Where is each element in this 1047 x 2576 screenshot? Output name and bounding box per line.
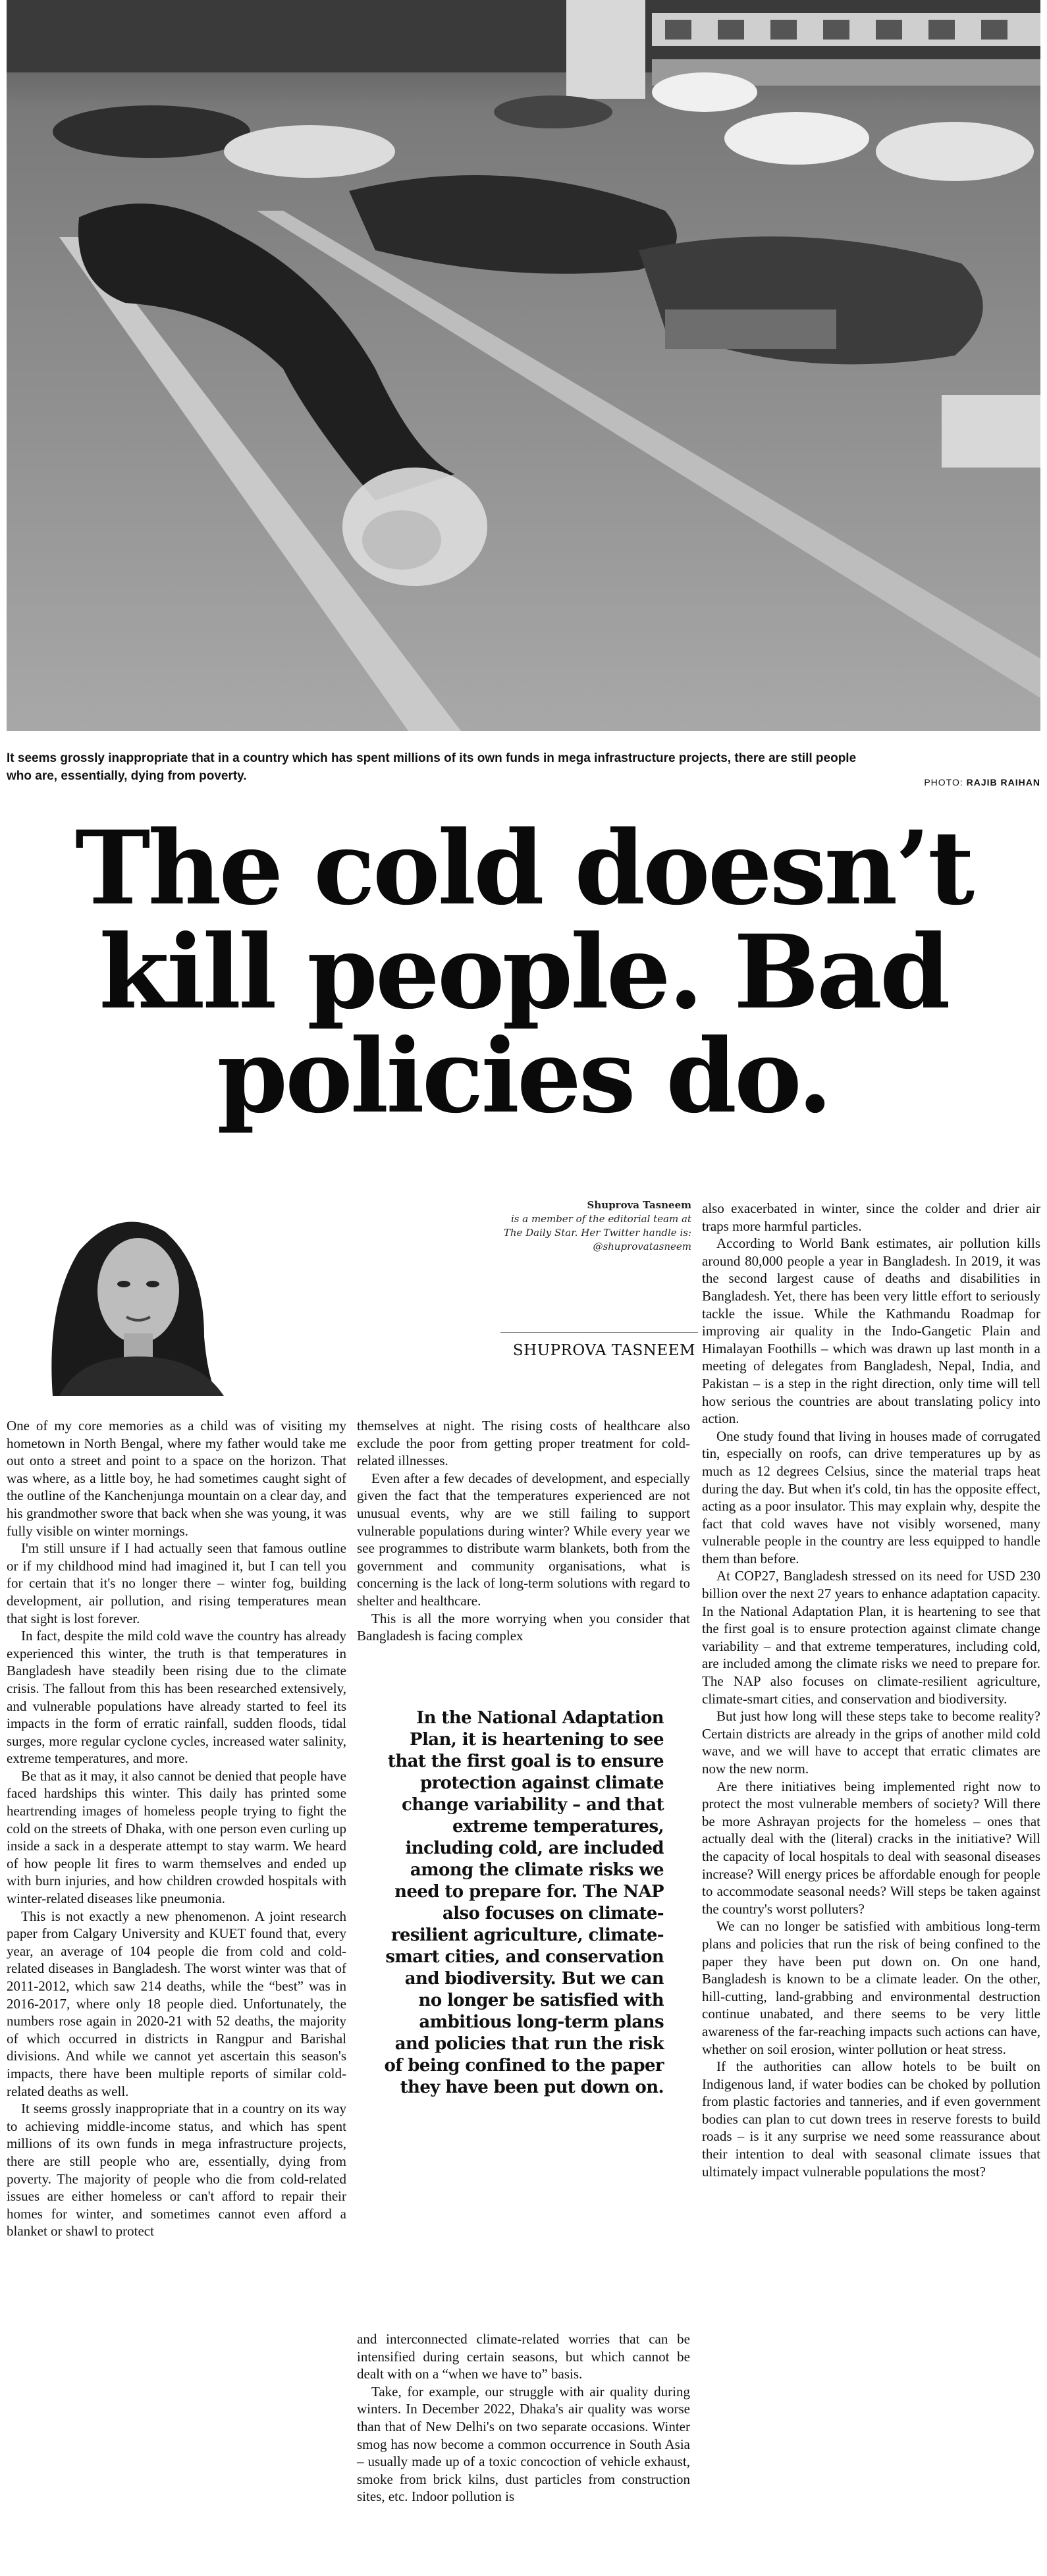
news-photo-homeless-sleeping: [7, 0, 1040, 731]
photo-illustration: [7, 0, 1040, 731]
body-paragraph: I'm still unsure if I had actually seen that famous outline or if my childhood mind had imagined it, but I can tell you for certain that it's no longer there – winter fog, building development, air pollution, and rising temperatures mean that sight is lost forever.: [7, 1540, 346, 1626]
body-paragraph: Even after a few decades of development, and especially given the fact that the temperatures experienced are not unusual events, why are we still failing to support vulnerable populations during winter? While every year we see programmes to distribute warm blankets, both from the government and community organisations, what is concerning is the lack of long-term solutions with regard to shelter and healthcare.: [357, 1470, 690, 1609]
body-paragraph: If the authorities can allow hotels to be built on Indigenous land, if water bodies can be choked by pollution from plastic factories and tanneries, and if even government bodies can plan to cut down trees in reserve forests to build roads – is it any surprise we need some reassurance about their intention to deal with seasonal climate issues that ultimately impact vulnerable populations the most?: [702, 2058, 1040, 2180]
body-paragraph: According to World Bank estimates, air pollution kills around 80,000 people a year in Bangladesh. In 2019, it was the second largest cause of deaths and disabilities in Bangladesh. Yet, there has been very little effort to seriously tackle the issue. While the Kathmandu Roadmap for improving air quality in the Indo-Gangetic Plain and Himalayan Foothills – which was drawn up last month in a meeting of delegates from Bangladesh, Nepal, India, and Pakistan – is a step in the right direction, only time will tell how serious the countries are about translating policy into action.: [702, 1235, 1040, 1427]
article-column-1: [7, 1417, 346, 2240]
article-headline: The cold doesn’t kill people. Bad policies do.: [74, 809, 973, 1136]
article-column-2-top: [357, 1417, 690, 1645]
body-paragraph: One of my core memories as a child was of visiting my hometown in North Bengal, where my father would take me out onto a street and point to a space on the horizon. That was where, as a little boy, he had sometimes caught sight of the outline of the Kanchenjunga mountain on a clear day, and his grandmother swore that back when she was young, it was fully visible on winter mornings.: [7, 1418, 346, 1539]
body-paragraph: But just how long will these steps take to become reality? Certain districts are already in the grips of another mild cold wave, and we will have to accept that erratic climates are now the new norm.: [702, 1708, 1040, 1777]
body-paragraph: also exacerbated in winter, since the colder and drier air traps more harmful particles.: [702, 1200, 1040, 1234]
body-paragraph: Be that as it may, it also cannot be denied that people have faced hardships this winter. This daily has printed some heartrending images of homeless people trying to fight the cold on the streets of Dhaka, with one person even curling up inside a sack in a desperate attempt to stay warm. We heard of how people lit fires to warm themselves and ended up with burn injuries, and how children crowded hospitals with winter-related diseases like pneumonia.: [7, 1767, 346, 1907]
body-paragraph: In fact, despite the mild cold wave the country has already experienced this winter, the truth is that temperatures in Bangladesh have steadily been rising due to the climate crisis. The fallout from this has been researched extensively, and vulnerable populations have already started to feel its impacts in the form of erratic rainfall, sudden floods, tidal surges, more regular cyclone cycles, increased water salinity, extreme temperatures, and more.: [7, 1628, 346, 1767]
author-divider: [500, 1332, 698, 1333]
author-portrait: [7, 1192, 237, 1396]
article-column-3: [702, 1200, 1040, 2180]
photo-credit-label: PHOTO:: [924, 777, 963, 788]
author-byline: SHUPROVA TASNEEM: [512, 1342, 695, 1359]
body-paragraph: One study found that living in houses made of corrugated tin, especially on roofs, can drive temperatures up by as much as 12 degrees Celsius, since the material traps heat during the day. But when it's cold, tin has the opposite effect, acting as a poor insulator. This may explain why, despite the fact that cold waves have not visibly worsened, many vulnerable people in the country are less equipped to handle them than before.: [702, 1428, 1040, 1567]
author-portrait-illustration: [7, 1192, 237, 1396]
author-bio-name: Shuprova Tasneem: [587, 1199, 691, 1211]
body-paragraph: Are there initiatives being implemented right now to protect the most vulnerable members of society? Will there be more Ashrayan projects for the homeless – ones that actually deal with the (literal) cracks in the initiative? Will the capacity of local hospitals to deal with seasonal diseases increase? Will energy prices be affordable enough for people to accommodate seasonal needs? Will steps be taken against the country's worst polluters?: [702, 1778, 1040, 1917]
author-bio-text: is a member of the editorial team at The Daily Star. Her Twitter handle is: @shuprovatasneem: [503, 1213, 691, 1252]
body-paragraph: and interconnected climate-related worries that can be intensified during certain seasons, but which cannot be dealt with on a “when we have to” basis.: [357, 2331, 690, 2382]
body-paragraph: themselves at night. The rising costs of healthcare also exclude the poor from getting proper treatment for cold-related illnesses.: [357, 1418, 690, 1469]
body-paragraph: We can no longer be satisfied with ambitious long-term plans and policies that run the risk of being confined to the paper they have been put down on. On one hand, Bangladesh is known to be a climate leader. On the other, hill-cutting, land-grabbing and environmental destruction continue unabated, and there seems to be very little awareness of the far-reaching impacts such actions can have, whether on soil erosion, winter pollution or heat stress.: [702, 1918, 1040, 2057]
body-paragraph: This is not exactly a new phenomenon. A joint research paper from Calgary University and KUET found that, every year, an average of 104 people die from cold and cold-related diseases in Bangladesh. The worst winter was that of 2011-2012, which saw 214 deaths, while the “best” was in 2016-2017, where only 18 people died. Unfortunately, the numbers rose again in 2020-21 with 52 deaths, the majority of which occurred in districts in Rangpur and Barishal divisions. And while we cannot yet ascertain this season's impacts, there have been multiple reports of similar cold-related deaths as well.: [7, 1908, 346, 2099]
photographer-name: RAJIB RAIHAN: [966, 777, 1040, 788]
article-column-2-bottom: [357, 2330, 690, 2506]
pull-quote: In the National Adaptation Plan, it is heartening to see that the first goal is to ensure protection against climate change variability – and that extreme temperatures, including cold, are included among the climate risks we need to prepare for. The NAP also focuses on climate-resilient agriculture, climate-smart cities, and conservation and biodiversity. But we can no longer be satisfied with ambitious long-term plans and policies that run the risk of being confined to the paper they have been put down on.: [384, 1708, 664, 2097]
body-paragraph: This is all the more worrying when you consider that Bangladesh is facing complex: [357, 1610, 690, 1644]
body-paragraph: At COP27, Bangladesh stressed on its need for USD 230 billion over the next 27 years to enhance adaptation capacity. In the National Adaptation Plan, it is heartening to see that the first goal is to ensure protection against climate change variability – and that extreme temperatures, including cold, are included among the climate risks we need to prepare for. The NAP also focuses on climate-resilient agriculture, climate-smart cities, and conservation and biodiversity.: [702, 1568, 1040, 1707]
photo-caption: It seems grossly inappropriate that in a country which has spent millions of its own funds in mega infrastructure projects, there are still people who are, essentially, dying from poverty.: [7, 751, 857, 783]
body-paragraph: It seems grossly inappropriate that in a country on its way to achieving middle-income status, and which has spent millions of its own funds in mega infrastructure projects, there are still people who are, essentially, dying from poverty. The majority of people who die from cold-related issues are either homeless or can't afford to repair their homes for winter, and sometimes cannot even afford a blanket or shawl to protect: [7, 2101, 346, 2240]
body-paragraph: Take, for example, our struggle with air quality during winters. In December 2022, Dhaka's air quality was worse than that of New Delhi's on two separate occasions. Winter smog has now become a common occurrence in South Asia – usually made up of a toxic concoction of vehicle exhaust, smoke from brick kilns, dust particles from construction sites, etc. Indoor pollution is: [357, 2383, 690, 2505]
photo-credit: [924, 777, 1040, 788]
author-bio: [500, 1198, 691, 1254]
